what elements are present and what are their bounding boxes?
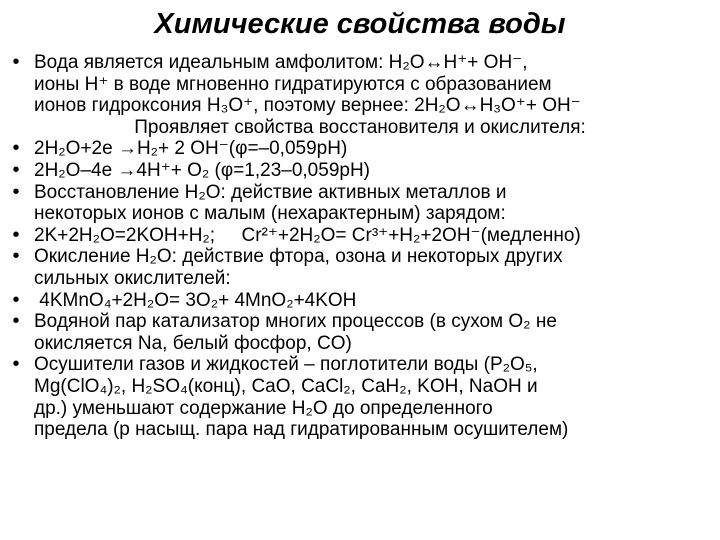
bullet-text-line: Восстановление H₂O: действие активных металлов и xyxy=(34,181,507,203)
bullet-text-line: предела (p насыщ. пара над гидратированным осушителем) xyxy=(34,419,569,441)
bullet-item-metal-reactions xyxy=(0,225,720,247)
bullet-text-line: 4KMnO₄+2H₂O= 3O₂+ 4MnO₂+4KOH xyxy=(34,289,357,311)
bullet-text-line: Водяной пар катализатор многих процессов (в сухом O₂ не xyxy=(34,311,557,333)
bullet-icon: • xyxy=(12,288,20,311)
centered-subheading: Проявляет свойства восстановителя и окислителя: xyxy=(134,116,586,138)
bullet-icon: • xyxy=(12,223,20,246)
bullet-text-line: 2H₂O–4e →4H⁺+ O₂ (φ=1,23–0,059pH) xyxy=(34,159,370,181)
bullet-text-line: Вода является идеальным амфолитом: H₂O↔H⁺+ OH⁻, xyxy=(34,52,528,73)
bullet-item-reduction-equation xyxy=(0,138,720,160)
bullet-text-line: ионов гидроксония H₃O⁺, поэтому вернее: 2H₂O↔H₃O⁺+ OH⁻ xyxy=(34,95,581,117)
bullet-icon: • xyxy=(12,310,20,333)
bullet-item-permanganate-reaction xyxy=(0,290,720,312)
bullet-text-line: окисляется Na, белый фосфор, CO) xyxy=(34,332,352,354)
bullet-text-line: 2H₂O+2e →H₂+ 2 OH⁻(φ=–0,059pH) xyxy=(34,138,348,160)
bullet-item-water-oxidation xyxy=(0,246,720,268)
bullet-text-line: ионы H⁺ в воде мгновенно гидратируются с образованием xyxy=(34,73,552,95)
bullet-icon: • xyxy=(12,180,20,203)
slide-title: Химические свойства воды xyxy=(154,8,566,40)
bullet-item-water-reduction xyxy=(0,182,720,204)
bullet-text-line: 2K+2H₂O=2KOH+H₂; Cr²⁺+2H₂O= Cr³⁺+H₂+2OH⁻(медленно) xyxy=(34,224,581,246)
bullet-icon: • xyxy=(12,353,20,376)
bullet-list xyxy=(0,52,720,441)
bullet-text-line: Окисление H₂O: действие фтора, озона и некоторых других xyxy=(34,246,563,268)
bullet-icon: • xyxy=(12,245,20,268)
bullet-icon: • xyxy=(12,158,20,181)
bullet-text-line: др.) уменьшают содержание H₂O до определенного xyxy=(34,397,493,419)
bullet-item-oxidation-equation xyxy=(0,160,720,182)
bullet-icon: • xyxy=(12,51,20,73)
bullet-icon: • xyxy=(12,137,20,160)
bullet-text-line: сильных окислителей: xyxy=(34,267,231,289)
bullet-item-water-ampholyte xyxy=(0,52,720,74)
bullet-item-steam-catalyst xyxy=(0,311,720,333)
bullet-item-desiccants xyxy=(0,354,720,376)
bullet-text-line: Осушители газов и жидкостей – поглотители воды (P₂O₅, xyxy=(34,354,538,376)
bullet-text-line: Mg(ClO₄)₂, H₂SO₄(конц), CaO, CaCl₂, CaH₂, KOH, NaOH и xyxy=(34,375,538,397)
bullet-text-line: некоторых ионов с малым (нехарактерным) зарядом: xyxy=(34,203,506,225)
